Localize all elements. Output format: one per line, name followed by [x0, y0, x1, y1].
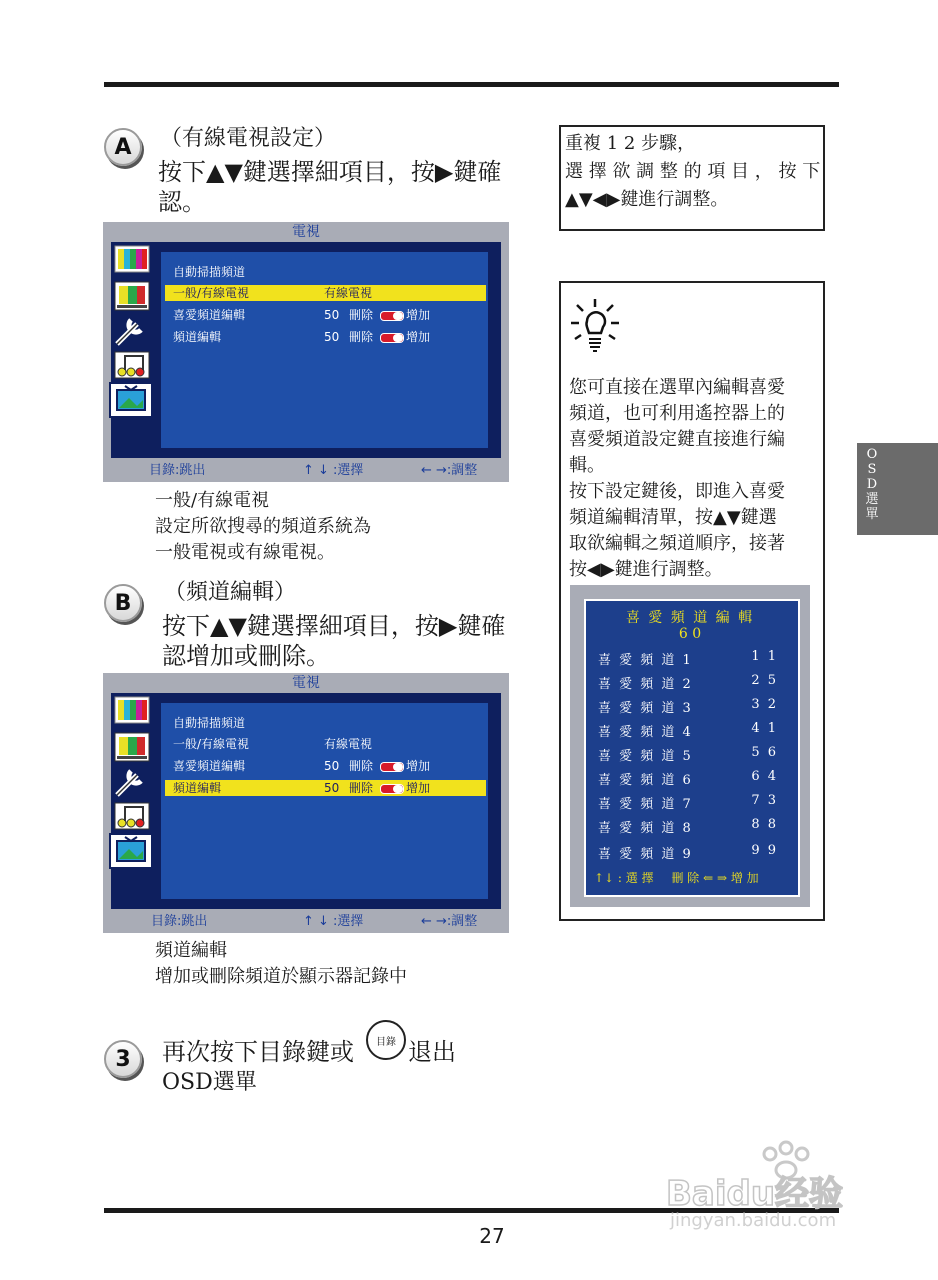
fav-label: 喜 愛 頻 道 7: [598, 797, 693, 812]
fav-label: 喜 愛 頻 道 8: [598, 821, 693, 836]
fav-value: 8 8: [751, 817, 778, 832]
side-tab-char: D: [866, 477, 878, 492]
page-number: 27: [479, 1224, 505, 1248]
section-a-caption-3: 一般電視或有線電視。: [155, 542, 335, 563]
fav-footer-delete: 刪 除: [671, 871, 700, 885]
section-b-instruction-2: 認增加或刪除。: [162, 642, 330, 670]
top-rule: [104, 82, 839, 87]
row-delete: 刪除: [349, 759, 374, 773]
repeat-line-3: ▲▼◀▶鍵進行調整。: [565, 189, 729, 210]
tv-icon: [109, 833, 153, 869]
row-label: 一般/有線電視: [173, 737, 250, 751]
row-add: 增加: [406, 781, 431, 795]
fav-footer-add: 增 加: [730, 871, 759, 885]
osd-footer-exit: 目錄:跳出: [149, 463, 206, 478]
audio-icon: [109, 799, 153, 835]
toggle-icon[interactable]: [380, 311, 404, 321]
row-add: 增加: [406, 330, 431, 344]
toggle-icon[interactable]: [380, 762, 404, 772]
osd-footer-adjust: ← →:調整: [421, 914, 478, 929]
row-label: 喜愛頻道編輯: [173, 759, 246, 773]
fav-row[interactable]: [598, 817, 778, 836]
fav-label: 喜 愛 頻 道 9: [598, 847, 693, 862]
row-count: 50: [324, 781, 340, 795]
section-b-title: （頻道編輯）: [164, 580, 297, 605]
osd-row-cable-selected[interactable]: [165, 285, 486, 301]
fav-value: 4 1: [751, 721, 778, 736]
section-a-instruction-2: 認。: [158, 188, 206, 216]
row-label: 喜愛頻道編輯: [173, 308, 246, 322]
row-delete: 刪除: [349, 781, 374, 795]
fav-label: 喜 愛 頻 道 6: [598, 773, 693, 788]
tip-p1-line-1: 您可直接在選單內編輯喜愛: [569, 377, 785, 398]
fav-row[interactable]: [598, 769, 778, 788]
step-3-badge: 3: [104, 1040, 142, 1078]
osd-menu-panel: [161, 252, 488, 448]
fav-row[interactable]: [598, 673, 778, 692]
fav-label: 喜 愛 頻 道 3: [598, 701, 693, 716]
section-a-title: （有線電視設定）: [160, 126, 337, 151]
watermark: [666, 1140, 880, 1236]
osd-footer-exit: 目錄:跳出: [151, 914, 208, 929]
row-label: 自動掃描頻道: [173, 265, 246, 279]
row-value: 有線電視: [324, 737, 373, 751]
fav-row[interactable]: [598, 721, 778, 740]
row-label: 自動掃描頻道: [173, 716, 246, 730]
osd-side-tab: [857, 443, 938, 535]
fav-footer-arrows: ⇐ ⇒: [703, 871, 728, 885]
repeat-line-2: 選 擇 欲 調 整 的 項 目 ， 按 下: [565, 161, 821, 182]
osd-menu-panel: [161, 703, 488, 899]
audio-icon: [109, 348, 153, 384]
fav-row[interactable]: [598, 697, 778, 716]
menu-button-icon: [366, 1020, 406, 1060]
side-tab-char: S: [867, 462, 877, 477]
fav-value: 3 2: [751, 697, 778, 712]
osd-screen-a: [103, 222, 509, 482]
fav-value: 9 9: [751, 843, 778, 858]
tip-p1-line-4: 輯。: [569, 455, 605, 476]
osd-footer-select: ↑ ↓ :選擇: [303, 914, 364, 929]
section-b-caption-2: 增加或刪除頻道於顯示器記錄中: [155, 966, 407, 987]
toggle-icon[interactable]: [380, 784, 404, 794]
osd-row-fav-edit[interactable]: [173, 758, 491, 774]
tip-p2-line-1: 按下設定鍵後，即進入喜愛: [569, 481, 785, 502]
tip-p1-line-2: 頻道，也可利用遙控器上的: [569, 403, 785, 424]
step-3-line-2: OSD選單: [162, 1070, 257, 1095]
color-bars-icon: [109, 244, 153, 280]
fav-footer-select: ↑↓ : 選 擇: [594, 871, 654, 885]
picture-settings-icon: [109, 280, 153, 316]
repeat-line-1: 重複 1 2 步驟，: [565, 133, 696, 154]
section-b-caption-1: 頻道編輯: [155, 940, 227, 961]
osd-screen-b: [103, 673, 509, 933]
tip-p2-line-2: 頻道編輯清單，按▲▼鍵選: [569, 507, 777, 528]
row-delete: 刪除: [349, 330, 374, 344]
section-a-badge: A: [104, 128, 142, 166]
row-count: 50: [324, 330, 340, 344]
osd-title: 電視: [292, 224, 320, 240]
watermark-url: jingyan.baidu.com: [670, 1210, 837, 1231]
osd-footer-adjust: ← →:調整: [421, 463, 478, 478]
row-add: 增加: [406, 759, 431, 773]
side-tab-char: 單: [865, 507, 879, 522]
osd-row-channel-edit[interactable]: [173, 329, 491, 345]
fav-row[interactable]: [598, 745, 778, 764]
fav-row[interactable]: [598, 843, 778, 862]
row-count: 50: [324, 308, 340, 322]
fav-label: 喜 愛 頻 道 5: [598, 749, 693, 764]
row-label: 一般/有線電視: [173, 286, 250, 300]
wrench-icon: [109, 314, 153, 350]
row-label: 頻道編輯: [173, 330, 222, 344]
repeat-steps-box: [559, 125, 825, 231]
tv-icon: [109, 382, 153, 418]
tip-p2-line-4: 按◀▶鍵進行調整。: [569, 559, 723, 580]
section-b-badge: B: [104, 584, 142, 622]
color-bars-icon: [109, 695, 153, 731]
picture-settings-icon: [109, 731, 153, 767]
fav-value: 7 3: [751, 793, 778, 808]
fav-row[interactable]: [598, 649, 778, 668]
step-3-text-after: 退出: [408, 1038, 456, 1066]
osd-row-auto-scan[interactable]: [173, 264, 491, 280]
tip-p2-line-3: 取欲編輯之頻道順序，接著: [569, 533, 785, 554]
fav-row[interactable]: [598, 793, 778, 812]
fav-value: 5 6: [751, 745, 778, 760]
toggle-icon[interactable]: [380, 333, 404, 343]
side-tab-char: 選: [865, 492, 879, 507]
section-a-instruction-1: 按下▲▼鍵選擇細項目，按▶鍵確: [158, 158, 502, 186]
fav-label: 喜 愛 頻 道 4: [598, 725, 693, 740]
watermark-brand: Baidu经验: [666, 1174, 844, 1214]
menu-button-label: 目錄: [376, 1036, 396, 1048]
row-label: 頻道編輯: [173, 781, 222, 795]
section-a-caption-1: 一般/有線電視: [155, 490, 270, 511]
osd-row-auto-scan[interactable]: [173, 715, 491, 731]
row-count: 50: [324, 759, 340, 773]
fav-label: 喜 愛 頻 道 2: [598, 677, 693, 692]
fav-title: 喜 愛 頻 道 編 輯: [625, 610, 755, 626]
fav-value: 2 5: [751, 673, 778, 688]
favorite-channel-editor: [570, 585, 810, 907]
fav-value: 1 1: [751, 649, 778, 664]
lightbulb-icon: [567, 295, 623, 361]
osd-row-channel-edit-selected[interactable]: [165, 780, 486, 796]
row-add: 增加: [406, 308, 431, 322]
side-tab-char: O: [866, 447, 878, 462]
osd-row-fav-edit[interactable]: [173, 307, 491, 323]
row-value: 有線電視: [324, 286, 373, 300]
section-a-caption-2: 設定所欲搜尋的頻道系統為: [155, 516, 371, 537]
fav-footer: [594, 869, 790, 887]
osd-footer-select: ↑ ↓ :選擇: [303, 463, 364, 478]
osd-row-cable[interactable]: [173, 736, 491, 752]
row-delete: 刪除: [349, 308, 374, 322]
wrench-icon: [109, 765, 153, 801]
tip-p1-line-3: 喜愛頻道設定鍵直接進行編: [569, 429, 785, 450]
step-3-text-before: 再次按下目錄鍵或: [162, 1038, 354, 1066]
fav-count: 6 0: [678, 626, 702, 642]
section-b-instruction-1: 按下▲▼鍵選擇細項目，按▶鍵確: [162, 612, 506, 640]
fav-label: 喜 愛 頻 道 1: [598, 653, 693, 668]
fav-value: 6 4: [751, 769, 778, 784]
osd-title: 電視: [292, 675, 320, 691]
